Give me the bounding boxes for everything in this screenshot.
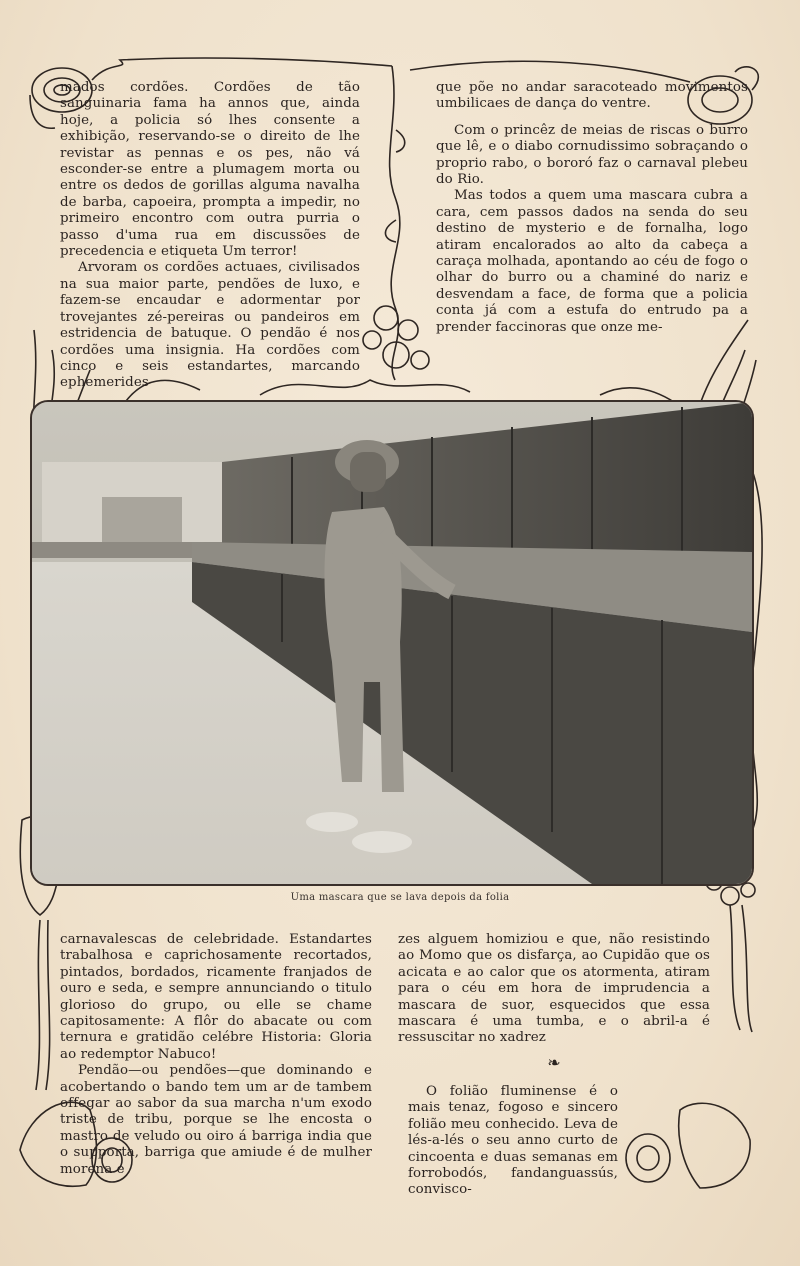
article-column-top-right [436,80,748,336]
article-column-top-left [60,80,360,392]
paragraph: O folião fluminense é o mais tenaz, fogoso e sincero folião meu conhecido. Leva de lés-a-lés o seu anno curto de cincoenta e duas semanas em forrobodós, fandanguassús, convisco- [408,1084,618,1198]
paragraph: mados cordões. Cordões de tão sanguinaria fama ha annos que, ainda hoje, a policia só lhes consente a exhibição, reservando-se o direito de lhe revistar as pennas e os pes, não vá esconder-se entre a plumagem morta ou entre os dedos de gorillas alguma navalha de barba, capoeira, prompta a impedir, no primeiro encontro com outra purria o passo d'uma rua em discussões de precedencia e etiqueta Um terror! [60,80,360,260]
paragraph: carnavalescas de celebridade. Estandartes trabalhosa e caprichosamente recortados, pintados, bordados, ricamente franjados de ouro e seda, e sempre annunciando o titulo glorioso do grupo, ou elle se chame capitosamente: A flôr do abacate ou com ternura e gratidão celébre Historia: Gloria ao redemptor Nabuco! [60,932,372,1062]
photograph [30,400,754,886]
paragraph: zes alguem homiziou e que, não resistindo ao Momo que os disfarça, ao Cupidão que os acicata e ao calor que os atormenta, atiram para o céu em hora de imprudencia a mascara de suor, esquecidos que essa mascara é uma tumba, e o abril-a é ressuscitar no xadrez [398,932,710,1046]
article-column-bottom-right-2 [408,1084,618,1199]
photo-caption: Uma mascara que se lava depois da folia [290,892,510,903]
paragraph: Mas todos a quem uma mascara cubra a cara, cem passos dados na senda do seu destino de mysterio e de fornalha, logo atiram encalorados ao alto da cabeça a caraça molhada, apontando ao céu de fogo o olhar do burro ou a chaminé do nariz e desvendam a face, de forma que a policia conta já com a estufa do entrudo pa a prender faccinoras que onze me- [436,188,748,335]
photo-illustration [32,402,752,884]
paragraph: Arvoram os cordões actuaes, civilisados na sua maior parte, pendões de luxo, e fazem-se encaudar e adormentar por trovejantes zé-pereiras ou pandeiros em estridencia de batuque. O pendão é nos cordões uma insignia. Ha cordões com cinco e seis estandartes, marcando ephemerides [60,260,360,391]
paragraph: Pendão—ou pendões—que dominando e acobertando o bando tem um ar de tambem offegar ao sabor da sua marcha n'um exodo triste de tribu, porque se lhe encosta o mastro de veludo ou oiro á barriga india que o supporta, barriga que amiude é de mulher morena e [60,1063,372,1177]
article-column-bottom-right [398,932,710,1071]
paragraph: Com o princêz de meias de riscas o burro que lê, e o diabo cornudissimo sobraçando o proprio rabo, o bororó faz o carnaval plebeu do Rio. [436,122,748,188]
paragraph: que põe no andar saracoteado movimentos umbilicaes de dança do ventre. [436,80,748,112]
article-column-bottom-left [60,932,372,1178]
fleuron-icon: ❧ [547,1052,561,1072]
